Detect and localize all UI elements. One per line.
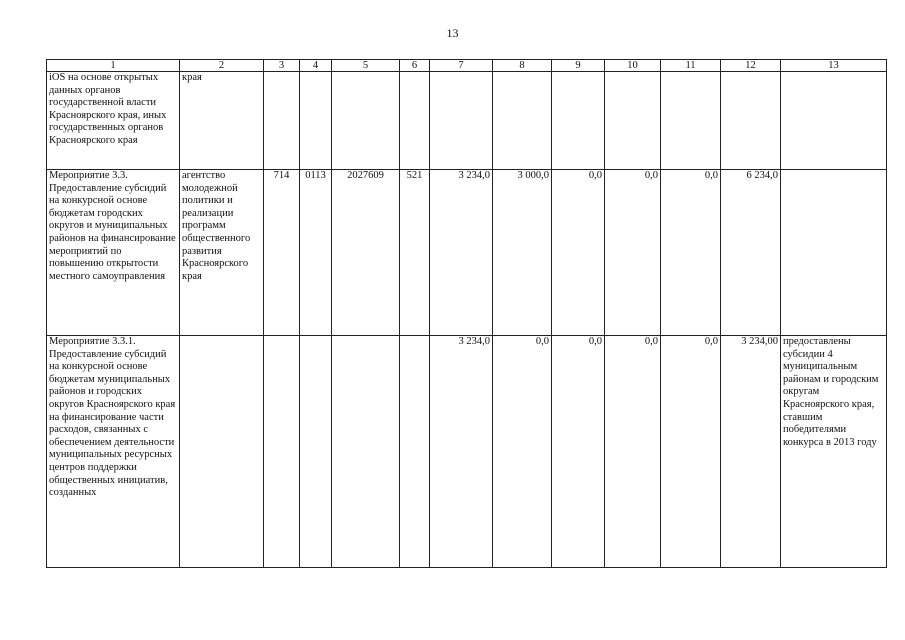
table-cell bbox=[493, 72, 552, 170]
measure-description: Мероприятие 3.3. Предоставление субсидий на конкурсной основе бюджетам городских округов и муниципальных районов на финансирование мероприятий по повышению открытости местного самоуправления bbox=[47, 170, 180, 336]
table-cell bbox=[430, 72, 493, 170]
column-header: 8 bbox=[493, 60, 552, 72]
column-header: 11 bbox=[661, 60, 721, 72]
table-cell bbox=[332, 72, 400, 170]
column-header: 7 bbox=[430, 60, 493, 72]
result-note bbox=[781, 170, 887, 336]
page-number: 13 bbox=[446, 26, 459, 40]
responsible-agency: края bbox=[180, 72, 264, 170]
column-header: 2 bbox=[180, 60, 264, 72]
table-cell bbox=[721, 72, 781, 170]
table-cell bbox=[400, 72, 430, 170]
table-row bbox=[47, 72, 887, 170]
table-header-row bbox=[47, 60, 887, 72]
table-cell: 714 bbox=[264, 170, 300, 336]
measure-description: iOS на основе открытых данных органов государственной власти Красноярского края, иных государственных органов Красноярского края bbox=[47, 72, 180, 170]
column-header: 10 bbox=[605, 60, 661, 72]
table-cell bbox=[300, 72, 332, 170]
table-cell: 6 234,0 bbox=[721, 170, 781, 336]
responsible-agency bbox=[180, 336, 264, 568]
table-cell: 3 234,0 bbox=[430, 170, 493, 336]
budget-table bbox=[46, 59, 887, 568]
column-header: 3 bbox=[264, 60, 300, 72]
table-row bbox=[47, 170, 887, 336]
table-cell bbox=[400, 336, 430, 568]
table-cell: 0,0 bbox=[605, 170, 661, 336]
table-cell: 3 234,0 bbox=[430, 336, 493, 568]
column-header: 12 bbox=[721, 60, 781, 72]
column-header: 13 bbox=[781, 60, 887, 72]
table-cell: 521 bbox=[400, 170, 430, 336]
result-note bbox=[781, 72, 887, 170]
table-cell: 0,0 bbox=[493, 336, 552, 568]
table-cell bbox=[661, 72, 721, 170]
table-cell bbox=[264, 72, 300, 170]
table-cell bbox=[332, 336, 400, 568]
table-cell: 0,0 bbox=[661, 336, 721, 568]
column-header: 4 bbox=[300, 60, 332, 72]
table-cell: 0,0 bbox=[605, 336, 661, 568]
responsible-agency: агентство молодежной политики и реализации программ общественного развития Красноярского края bbox=[180, 170, 264, 336]
table-cell bbox=[605, 72, 661, 170]
table-row bbox=[47, 336, 887, 568]
table-cell: 0,0 bbox=[552, 170, 605, 336]
table-cell bbox=[552, 72, 605, 170]
column-header: 1 bbox=[47, 60, 180, 72]
table-cell bbox=[264, 336, 300, 568]
table-cell: 3 000,0 bbox=[493, 170, 552, 336]
table-cell: 2027609 bbox=[332, 170, 400, 336]
table-cell bbox=[300, 336, 332, 568]
table-cell: 3 234,00 bbox=[721, 336, 781, 568]
table-cell: 0,0 bbox=[552, 336, 605, 568]
result-note: предоставлены субсидии 4 муниципальным районам и городским округам Красноярского края, ставшим победителями конкурса в 2013 году bbox=[781, 336, 887, 568]
column-header: 9 bbox=[552, 60, 605, 72]
table-cell: 0113 bbox=[300, 170, 332, 336]
measure-description: Мероприятие 3.3.1. Предоставление субсидий на конкурсной основе бюджетам муниципальных районов и городских округов Красноярского края на финансирование части расходов, связанных с обеспечением деятельности муниципальных ресурсных центров поддержки общественных инициатив, созданных bbox=[47, 336, 180, 568]
column-header: 5 bbox=[332, 60, 400, 72]
column-header: 6 bbox=[400, 60, 430, 72]
table-cell: 0,0 bbox=[661, 170, 721, 336]
